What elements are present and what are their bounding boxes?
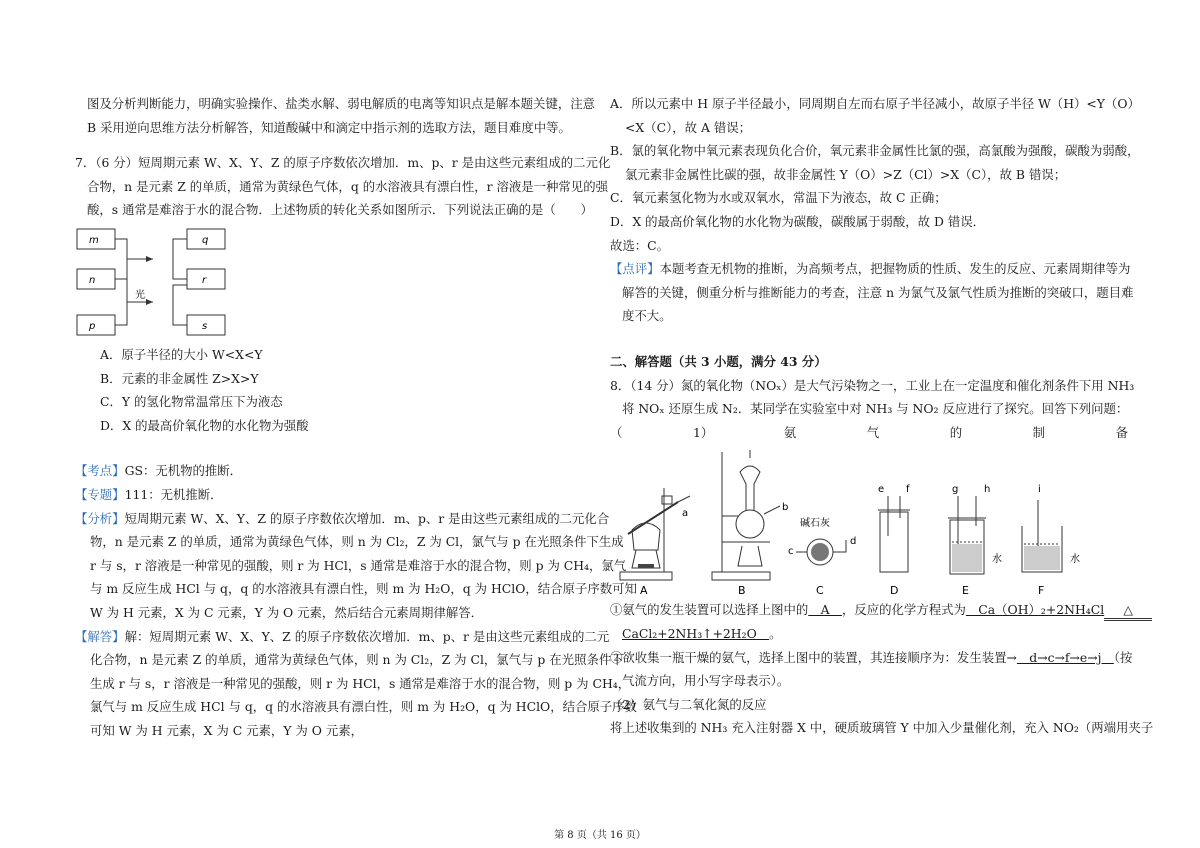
analysis-line: C．氧元素氢化物为水或双氧水，常温下为液态，故 C 正确； <box>610 190 947 206</box>
jieda-line: 化合物，n 是元素 Z 的单质，通常为黄绿色气体，则 n 为 Cl₂，Z 为 Cl，氯气与 p 在光照条件下 <box>90 652 624 668</box>
sub2-end: （按 <box>1113 649 1133 665</box>
port-f: f <box>906 484 910 496</box>
sub2-prefix: ②欲收集一瓶干燥的氨气，选择上图中的装置，其连接顺序为：发生装置→ <box>610 649 1017 665</box>
sub-question-2-line2: 气流方向，用小写字母表示）。 <box>622 673 790 689</box>
analysis-line: <X（C），故 A 错误； <box>625 119 752 135</box>
section-heading: 二、解答题（共 3 小题，满分 43 分） <box>610 353 827 369</box>
kaodian-text: GS：无机物的推断． <box>124 463 243 479</box>
diagram-light: 光 <box>135 289 145 301</box>
sub1-end: 。 <box>769 625 782 641</box>
apparatus-label-e: E <box>962 584 969 598</box>
jieda-line: 可知 W 为 H 元素，X 为 C 元素，Y 为 O 元素， <box>90 722 364 738</box>
jieda-first: 解：短周期元素 W、X、Y、Z 的原子序数依次增加．m、p、r 是由这些元素组成的二元 <box>124 628 610 644</box>
apparatus-diagram <box>610 446 1128 598</box>
sub2-answer: d→c→f→e→j <box>1016 649 1114 665</box>
apparatus-label-d: D <box>890 584 899 598</box>
dianping-line: 解答的关键，侧重分析与推断能力的考查，注意 n 为氯气及氯气性质为推断的突破口，题目难 <box>622 284 1134 300</box>
apparatus-label-f: F <box>1038 584 1045 598</box>
part1-char: 1） <box>692 424 714 440</box>
sub1-prefix: ①氨气的发生装置可以选择上图中的 <box>610 602 809 618</box>
zhuanti-tag: 【专题】 <box>75 486 125 502</box>
part1-char: 制 <box>1032 424 1046 440</box>
fenxi-first: 短周期元素 W、X、Y、Z 的原子序数依次增加．m、p、r 是由这些元素组成的二元化合 <box>124 510 610 526</box>
fenxi-line: W 为 H 元素，X 为 C 元素，Y 为 O 元素，然后结合元素周期律解答． <box>90 604 484 620</box>
sub1-equation: Ca（OH）₂+2NH₄Cl <box>965 602 1105 618</box>
sub1-middle: ，反应的化学方程式为 <box>841 602 966 618</box>
question-7-line: 7．（6 分）短周期元素 W、X、Y、Z 的原子序数依次增加．m、p、r 是由这些元素组成的二元化 <box>75 155 611 171</box>
sub-question-2 <box>610 646 1133 670</box>
jieda-line: 氯气与 m 反应生成 HCl 与 q，q 的水溶液具有漂白性，则 m 为 H₂O，q 为 HClO，结合原子序数 <box>90 699 637 715</box>
jieda <box>75 625 610 649</box>
diagram-m: m <box>89 234 99 246</box>
choice-line: 故选：C。 <box>610 237 670 253</box>
diagram-s: s <box>202 320 208 332</box>
sub-question-1-line2 <box>610 622 1128 646</box>
page-footer: 第 8 页（共 16 页） <box>554 830 646 841</box>
dianping <box>610 257 1131 281</box>
zhuanti-text: 111：无机推断． <box>124 486 223 502</box>
part1-char: 的 <box>949 424 963 440</box>
option-a: A．原子半径的大小 W<X<Y <box>100 346 263 362</box>
apparatus-label-a: A <box>640 584 648 598</box>
right-column <box>610 92 1154 740</box>
kaodian <box>75 459 600 483</box>
fenxi-line: 物，n 是元素 Z 的单质，通常为黄绿色气体，则 n 为 Cl₂，Z 为 Cl，氯气与 p 在光照条件下生成 <box>90 534 624 550</box>
question-7-line: 酸，s 通常是难溶于水的混合物．上述物质的转化关系如图所示．下列说法正确的是（ ） <box>87 202 593 218</box>
dianping-first: 本题考查无机物的推断，为高频考点，把握物质的性质、发生的反应、元素周期律等为 <box>659 261 1131 277</box>
sub1-delta: △ <box>1104 602 1152 621</box>
port-c: c <box>788 546 794 558</box>
part1-char: 备 <box>1115 424 1128 440</box>
option-c: C．Y 的氢化物常温常压下为液态 <box>100 394 283 410</box>
zhuanti <box>75 483 600 507</box>
port-a: a <box>682 508 689 520</box>
fenxi-line: 与 m 反应生成 HCl 与 q，q 的水溶液具有漂白性，则 m 为 H₂O，q 为 HClO，结合原子序数可知 <box>90 581 637 597</box>
sub1-answer: A <box>808 602 842 618</box>
port-g: g <box>952 484 959 496</box>
jieda-tag: 【解答】 <box>75 628 125 644</box>
intro-line: B 采用逆向思维方法分析解答，知道酸碱中和滴定中指示剂的选取方法，题目难度中等。 <box>87 119 571 135</box>
fenxi-tag: 【分析】 <box>75 510 125 526</box>
water-label-f: 水 <box>1070 554 1080 566</box>
port-e: e <box>878 484 885 496</box>
diagram-p: p <box>89 320 96 332</box>
question-7-line: 合物，n 是元素 Z 的单质，通常为黄绿色气体，q 的水溶液具有漂白性，r 溶液是一种常见的强 <box>87 178 608 194</box>
sub1-equation-products: CaCl₂+2NH₃↑+2H₂O <box>622 625 770 641</box>
apparatus-label-c: C <box>816 584 824 598</box>
port-d: d <box>850 536 857 548</box>
intro-line: 图及分析判断能力，明确实验操作、盐类水解、弱电解质的电离等知识点是解本题关键，注意 <box>87 96 596 111</box>
port-h: h <box>984 484 991 496</box>
fenxi-line: r 与 s，r 溶液是一种常见的强酸，则 r 为 HCl，s 通常是难溶于水的混合物，则 p 为 CH₄，氯气 <box>90 557 627 573</box>
part-2-heading: （2）氨气与二氧化氮的反应 <box>610 696 767 712</box>
analysis-line: D．X 的最高价氧化物的水化物为碳酸，碳酸属于弱酸，故 D 错误． <box>610 213 986 229</box>
part1-char: 氨 <box>783 424 797 440</box>
sub-question-1 <box>610 598 1133 622</box>
question-8-line: 将 NOₓ 还原生成 N₂．某同学在实验室中对 NH₃ 与 NO₂ 反应进行了探究。回答下列问题： <box>622 401 1129 417</box>
question-8-line: 8．（14 分）氮的氧化物（NOₓ）是大气污染物之一，工业上在一定温度和催化剂条件下用 NH₃ <box>610 377 1135 393</box>
apparatus-label-b: B <box>738 584 746 598</box>
jieda-line: 生成 r 与 s，r 溶液是一种常见的强酸，则 r 为 HCl，s 通常是难溶于水的混合物，则 p 为 CH₄， <box>90 675 631 691</box>
part1-char: （ <box>610 424 623 440</box>
analysis-line: A．所以元素中 H 原子半径最小，同周期自左而右原子半径减小，故原子半径 W（H）<Y（O） <box>610 96 1140 111</box>
soda-lime-label: 碱石灰 <box>800 518 830 530</box>
fenxi <box>75 507 610 531</box>
option-b: B．元素的非金属性 Z>X>Y <box>100 370 259 386</box>
diagram-q: q <box>202 234 209 246</box>
kaodian-tag: 【考点】 <box>75 463 125 479</box>
option-d: D．X 的最高价氧化物的水化物为强酸 <box>100 417 309 433</box>
port-b: b <box>782 502 789 514</box>
dianping-line: 度不大。 <box>622 308 672 324</box>
diagram-n: n <box>89 274 96 286</box>
analysis-line: 氯元素非金属性比碳的强，故非金属性 Y（O）>Z（Cl）>X（C），故 B 错误； <box>625 166 1067 182</box>
dianping-tag: 【点评】 <box>610 261 660 277</box>
part-2-text: 将上述收集到的 NH₃ 充入注射器 X 中，硬质玻璃管 Y 中加入少量催化剂，充入 NO₂（两端用夹子 <box>610 720 1154 736</box>
water-label-e: 水 <box>992 554 1002 566</box>
port-i: i <box>1038 484 1041 496</box>
reaction-diagram <box>75 225 275 343</box>
diagram-r: r <box>202 274 207 286</box>
analysis-line: B．氯的氧化物中氧元素表现负化合价，氧元素非金属性比氯的强，高氯酸为强酸，碳酸为弱酸， <box>610 143 1140 159</box>
part1-char: 气 <box>866 424 880 440</box>
question-8-part1-heading <box>610 421 1128 445</box>
